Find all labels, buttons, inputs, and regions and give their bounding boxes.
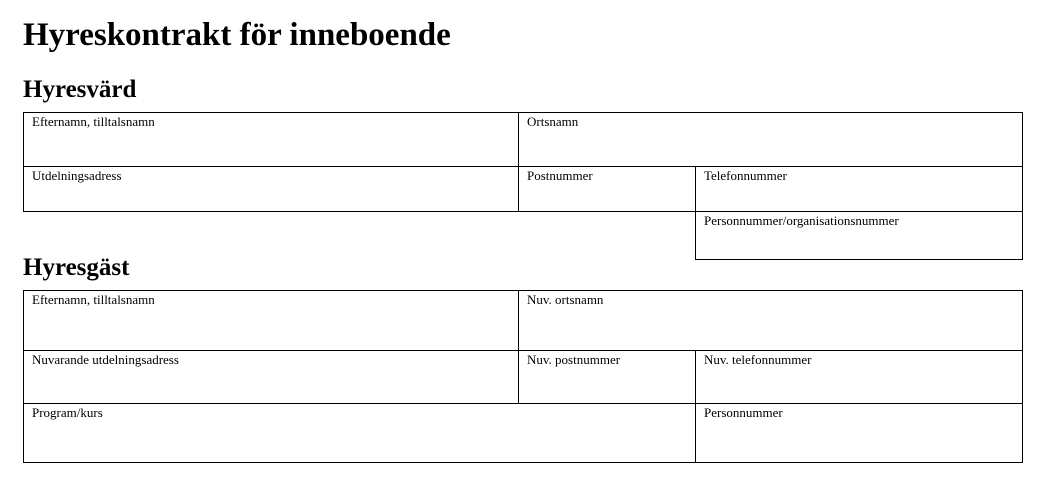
field-label: Personnummer/organisationsnummer [704,213,899,228]
field-label: Postnummer [527,168,593,183]
landlord-postalcode-field[interactable] [519,167,696,212]
tenant-section-heading: Hyresgäst [23,254,130,281]
field-label: Nuv. telefonnummer [704,352,812,367]
landlord-city-field[interactable] [519,113,1023,167]
field-label: Efternamn, tilltalsnamn [32,292,155,307]
landlord-phone-field[interactable] [696,167,1023,212]
tenant-name-field[interactable] [24,291,519,351]
field-label: Nuv. ortsnamn [527,292,604,307]
table-row [24,351,1023,404]
tenant-form-table [23,290,1023,463]
landlord-personalnumber-field[interactable] [696,212,1023,260]
tenant-city-field[interactable] [519,291,1023,351]
tenant-address-field[interactable] [24,351,519,404]
landlord-section-heading: Hyresvärd [23,76,137,103]
table-row [24,113,1023,167]
landlord-empty-area [24,212,696,260]
tenant-program-field[interactable] [24,404,696,463]
landlord-address-field[interactable] [24,167,519,212]
field-label: Utdelningsadress [32,168,122,183]
tenant-personalnumber-field[interactable] [696,404,1023,463]
table-row [24,167,1023,212]
field-label: Ortsnamn [527,114,579,129]
field-label: Nuvarande utdelningsadress [32,352,179,367]
field-label: Nuv. postnummer [527,352,621,367]
tenant-postalcode-field[interactable] [519,351,696,404]
table-row [24,212,1023,260]
landlord-form-table [23,112,1023,260]
document-title: Hyreskontrakt för inneboende [23,17,451,53]
tenant-phone-field[interactable] [696,351,1023,404]
field-label: Program/kurs [32,405,103,420]
field-label: Efternamn, tilltalsnamn [32,114,155,129]
landlord-name-field[interactable] [24,113,519,167]
table-row [24,404,1023,463]
table-row [24,291,1023,351]
field-label: Telefonnummer [704,168,787,183]
field-label: Personnummer [704,405,783,420]
